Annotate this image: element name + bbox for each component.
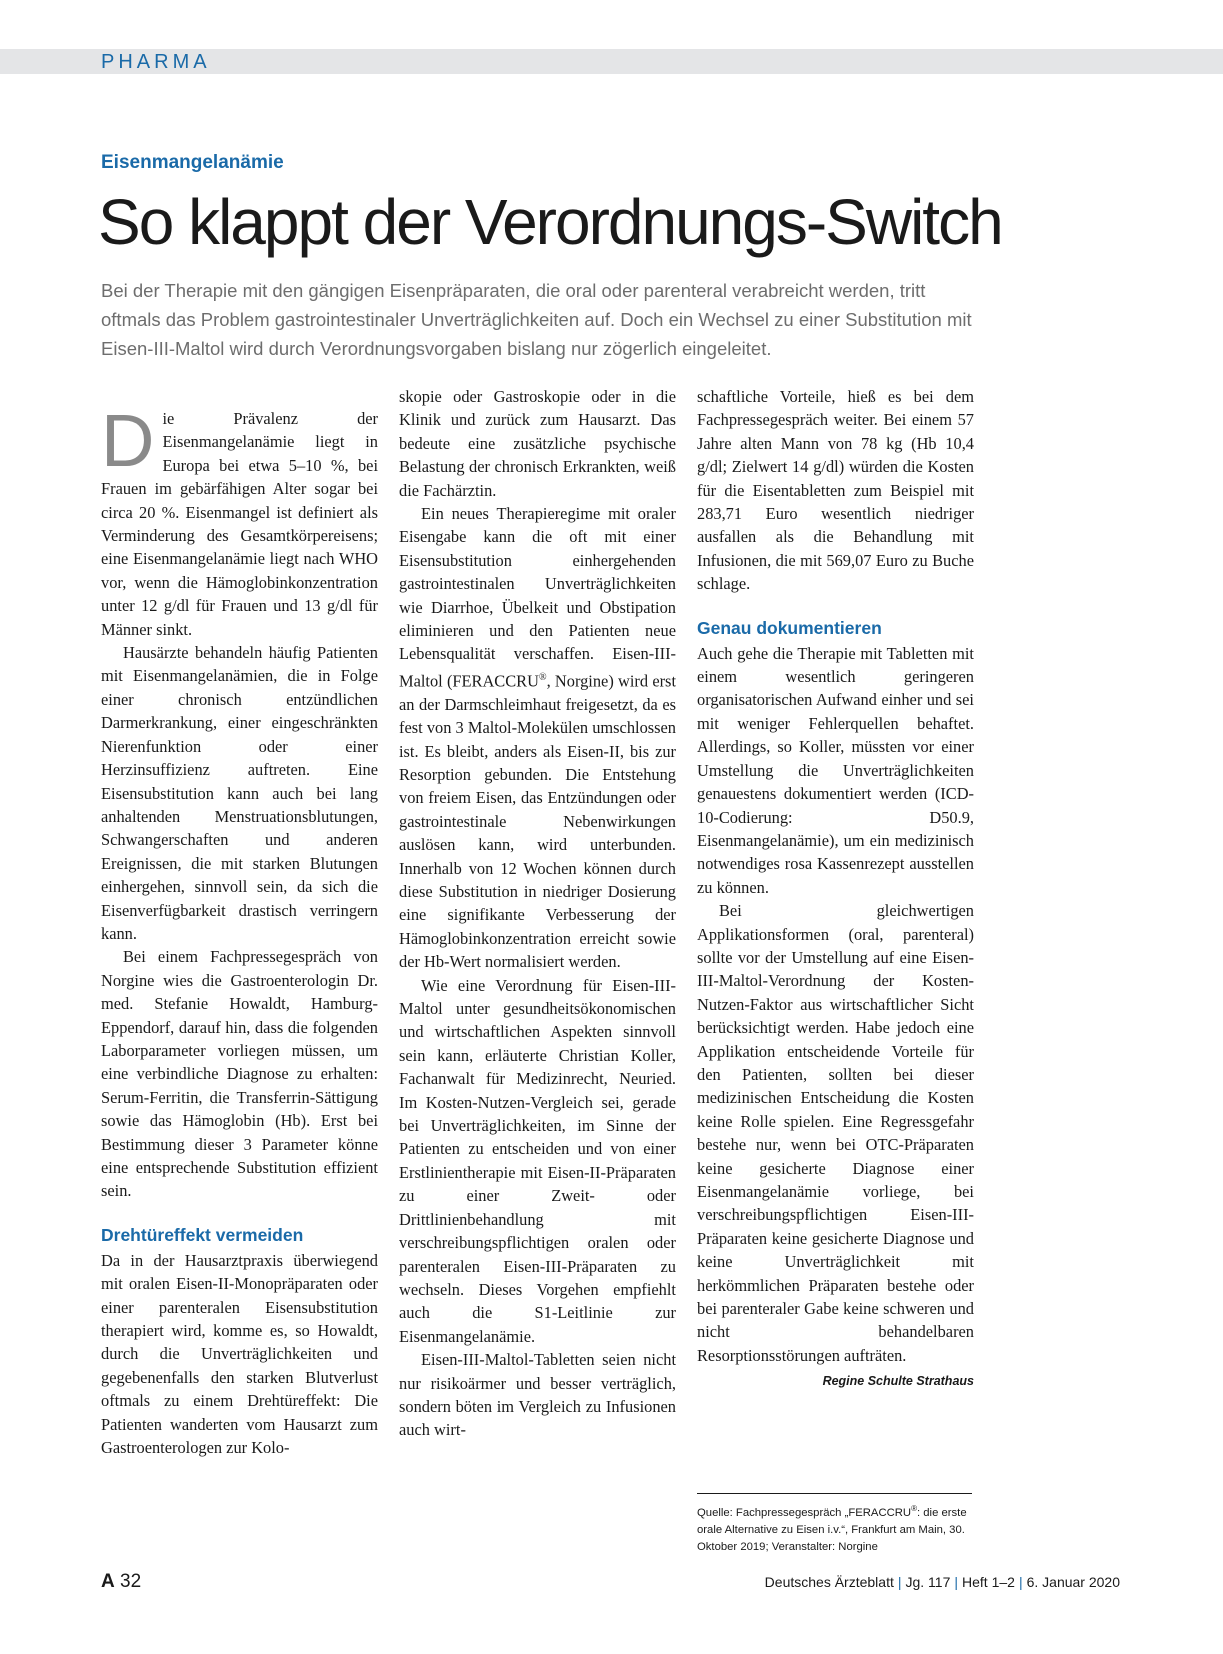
column-3 xyxy=(697,385,974,1394)
paragraph-4-cont: skopie oder Gastroskopie oder in die Klinik und zurück zum Hausarzt. Das bedeute eine zusätzliche psychische Belastung der chronisch Erkrankten, weiß die Fachärztin. xyxy=(399,387,676,500)
separator: | xyxy=(954,1574,959,1590)
paragraph-9: Bei gleichwertigen Applikationsformen (oral, parenteral) sollte vor der Umstellung auf eine Eisen-III-Maltol-Verordnung der Kosten-Nutzen-Faktor aus wirtschaftlicher Sicht berücksichtigt werden. Habe jedoch eine Applikation entscheidende Vorteile für den Patienten, sollten bei dieser medizinischen Entscheidung die Kosten keine Rolle spielen. Eine Regressgefahr bestehe nur, wenn bei OTC-Präparaten keine gesicherte Diagnose einer Eisenmangelanämie vorliege, bei verschreibungspflichtigen Eisen-III-Präparaten keine gesicherte Diagnose und keine Unverträglichkeit mit herkömmlichen Präparaten bestehe oder bei parenteraler Gabe keine schweren und nicht behandelbaren Resorptionsstörungen aufträten. Regine Schulte Strathaus xyxy=(697,899,974,1367)
paragraph-7: Eisen-III-Maltol-Tabletten seien nicht nur risikoärmer und besser verträglich, sondern böten im Vergleich zu Infusionen auch wirt- xyxy=(399,1350,676,1440)
paragraph-3: Bei einem Fachpressegespräch von Norgine wies die Gastroenterologin Dr. med. Stefanie Howaldt, Hamburg-Eppendorf, darauf hin, dass die folgenden Laborparameter vorliegen müssen, um eine verbindliche Diagnose zu erhalten: Serum-Ferritin, die Transferrin-Sättigung sowie das Hämoglobin (Hb). Erst bei Bestimmung dieser 3 Parameter könne eine entsprechende Substitution effizient sein. xyxy=(101,947,378,1201)
source-text-a: Quelle: Fachpressegespräch „FERACCRU xyxy=(697,1506,912,1519)
section-label: PHARMA xyxy=(101,51,211,73)
author-byline: Regine Schulte Strathaus xyxy=(822,1374,974,1389)
paragraph-1-text: ie Prävalenz der Eisenmangelanämie liegt in Europa bei etwa 5–10 %, bei Frauen im gebärfähigen Alter sogar bei circa 20 %. Eisenmangel ist definiert als Verminderung des Gesamtkörpereisens; eine Eisenmangelanämie liegt nach WHO vor, wenn die Hämoglobinkonzentration unter 12 g/dl für Frauen und 13 g/dl für Männer sinkt. xyxy=(101,409,378,639)
paragraph-8: Auch gehe die Therapie mit Tabletten mit einem wesentlich geringeren organisatorischen Aufwand einher und sei mit weniger Fehlerquellen behaftet. Allerdings, so Koller, müssten vor einer Umstellung die Unverträglichkeiten genauestens dokumentiert werden (ICD-10-Codierung: D50.9, Eisenmangelanämie), um ein medizinisch notwendiges rosa Kassenrezept ausstellen zu können. xyxy=(697,643,974,897)
subheading-drehtuereffekt: Drehtüreffekt vermeiden xyxy=(101,1224,304,1245)
paragraph-6: Wie eine Verordnung für Eisen-III-Maltol unter gesundheitsökonomischen und wirtschaftlichen Aspekten sinnvoll sein kann, erläuterte Christian Koller, Fachanwalt für Medizinrecht, Neuried. Im Kosten-Nutzen-Vergleich sei, gerade bei Unverträglichkeiten, im Sinne der Patienten zu entscheiden und von einer Erstlinientherapie mit Eisen-II-Präparaten zu einer Zweit- oder Drittlinienbehandlung mit verschreibungspflichtigen oralen oder parenteralen Eisen-III-Präparaten zu wechseln. Dieses Vorgehen empfiehlt auch die S1-Leitlinie zur Eisenmangelanämie. xyxy=(399,975,676,1346)
paragraph-4: Da in der Hausarztpraxis überwiegend mit oralen Eisen-II-Monopräparaten oder einer parenteralen Eisensubstitution therapiert wird, komme es, so Howaldt, durch die Unverträglichkeiten und gegebenenfalls den starken Blutverlust oftmals zu einem Drehtüreffekt: Die Patienten wanderten vom Hausarzt zum Gastroenterologen zur Kolo- xyxy=(101,1250,378,1458)
column-1 xyxy=(101,399,378,1459)
article-kicker: Eisenmangelanämie xyxy=(101,152,284,173)
column-2 xyxy=(399,385,676,1442)
paragraph-5-text-b: , Norgine) wird erst an der Darmschleimhaut freigesetzt, da es fest von 3 Maltol-Molekülen umschlossen ist. Es bleibt, anders als Eisen-II, bis zur Resorption gebunden. Die Entstehung von freiem Eisen, das Entzündungen oder gastrointestinale Nebenwirkungen auslösen kann, wird unterbunden. Innerhalb von 12 Wochen können durch diese Substitution in niedriger Dosierung eine signifikante Verbesserung der Hämoglobinkonzentration erreicht sowie der Hb-Wert normalisiert werden. xyxy=(399,671,676,972)
subheading-dokumentieren: Genau dokumentieren xyxy=(697,617,882,638)
paragraph-1 xyxy=(101,399,378,641)
separator: | xyxy=(1018,1574,1023,1590)
paragraph-5-text-a: Ein neues Therapieregime mit oraler Eisengabe kann die oft mit einer Eisensubstitution einhergehenden gastrointestinalen Unverträglichkeiten wie Diarrhoe, Übelkeit und Obstipation eliminieren und den Patienten neue Lebensqualität verschaffen. Eisen-III-Maltol (FERACCRU xyxy=(399,504,676,691)
journal-volume: Jg. 117 xyxy=(905,1574,951,1590)
journal-date: 6. Januar 2020 xyxy=(1026,1574,1120,1590)
paragraph-7-cont: schaftliche Vorteile, hieß es bei dem Fachpressegespräch weiter. Bei einem 57 Jahre alten Mann von 78 kg (Hb 10,4 g/dl; Zielwert 14 g/dl) würden die Kosten für die Eisentabletten zum Beispiel mit 283,71 Euro wesentlich niedriger ausfallen als die Behandlung mit Infusionen, die mit 569,07 Euro zu Buche schlage. xyxy=(697,387,974,594)
page-prefix: A xyxy=(101,1571,115,1592)
paragraph-2: Hausärzte behandeln häufig Patienten mit Eisenmangelanämien, die in Folge einer chronisch entzündlichen Darmerkrankung, einer eingeschränkten Nierenfunktion oder einer Herzinsuffizienz auftreten. Eine Eisensubstitution kann auch bei lang anhaltenden Menstruationsblutungen, Schwangerschaften und anderen Ereignissen, die mit starken Blutungen einhergehen, sinnvoll sein, da sich die Eisenverfügbarkeit drastisch verringern kann. xyxy=(101,643,378,943)
drop-cap: D xyxy=(101,399,155,482)
journal-info xyxy=(765,1574,1120,1590)
journal-issue: Heft 1–2 xyxy=(962,1574,1015,1590)
article-lead: Bei der Therapie mit den gängigen Eisenpräparaten, die oral oder parenteral verabreicht werden, tritt oftmals das Problem gastrointestinaler Unverträglichkeiten auf. Doch ein Wechsel zu einer Substitution mit Eisen-III-Maltol wird durch Verordnungsvorgaben bislang nur zögerlich eingeleitet. xyxy=(101,280,972,359)
registered-mark: ® xyxy=(538,671,547,683)
separator: | xyxy=(897,1574,902,1590)
registered-mark: ® xyxy=(911,1504,917,1513)
paragraph-5 xyxy=(399,502,676,974)
page-number xyxy=(101,1571,141,1593)
page-number-value: 32 xyxy=(120,1571,142,1592)
source-text-b: : die erste orale Alternative zu Eisen i.v.“, Frankfurt am Main, 30. Oktober 2019; Veranstalter: Norgine xyxy=(697,1506,967,1553)
journal-name: Deutsches Ärzteblatt xyxy=(764,1574,894,1590)
article-headline: So klappt der Verordnungs-Switch xyxy=(98,186,1002,258)
source-note xyxy=(697,1493,972,1556)
